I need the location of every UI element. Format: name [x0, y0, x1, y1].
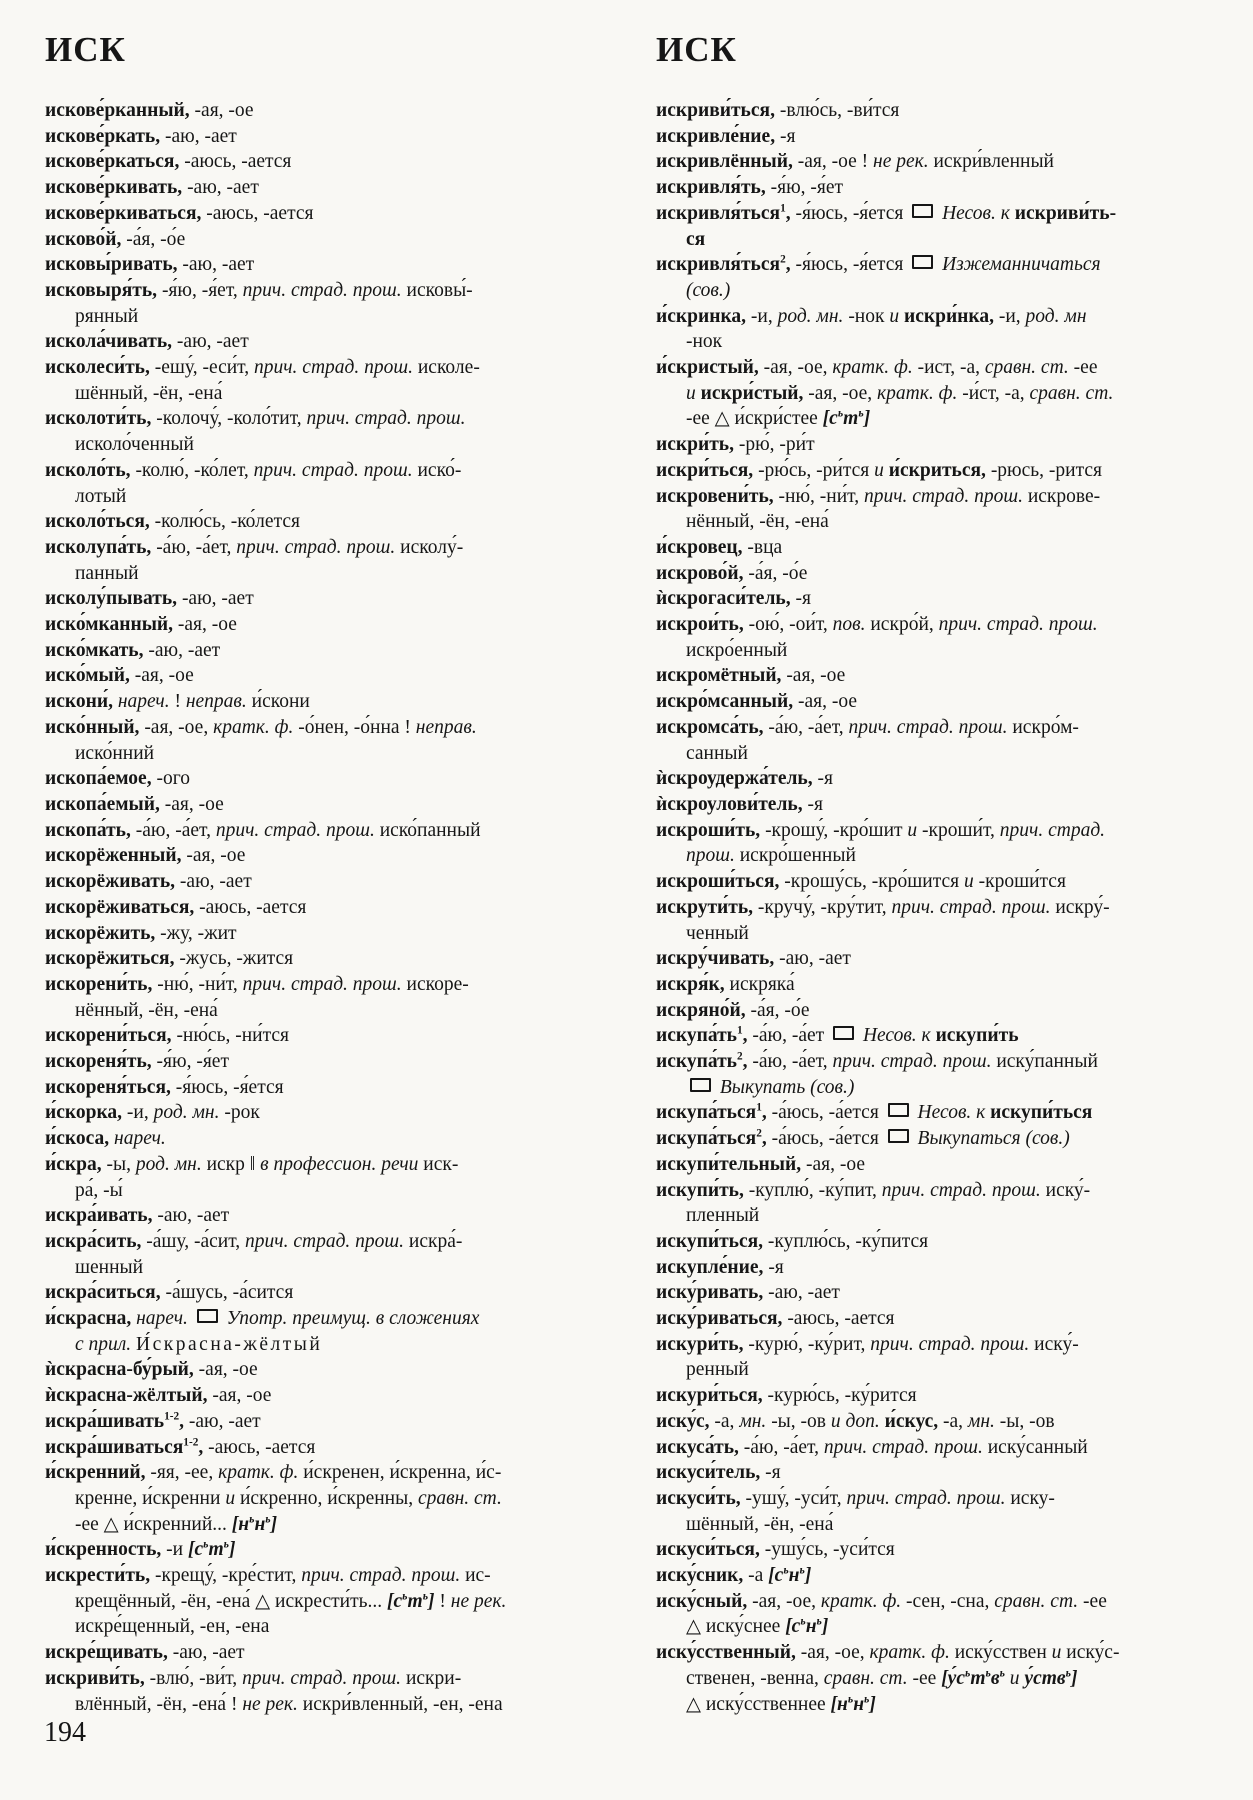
entry-line: искуси́ть, -ушу́, -уси́т, прич. страд. прош. иску- — [656, 1487, 1055, 1509]
dictionary-entry — [45, 1280, 590, 1306]
entry-line: искроши́ться, -крошу́сь, -кро́шится и -кроши́тся — [656, 871, 1066, 893]
entry-line: искони́, нареч. ! неправ. и́скони — [45, 691, 310, 713]
dictionary-entry — [45, 355, 590, 406]
entry-line: и́скристый, -ая, -ое, кратк. ф. -ист, -а, сравн. ст. -ее — [656, 357, 1098, 379]
dictionary-entry — [45, 1152, 590, 1203]
entry-line: искромётный, -ая, -ое — [656, 665, 846, 687]
dictionary-entry — [45, 663, 590, 689]
dictionary-entry — [45, 946, 590, 972]
entry-line: с прил. И́скрасна-жёлтый — [75, 1333, 323, 1355]
entry-line: исколеси́ть, -ешу́, -еси́т, прич. страд. прош. исколе- — [45, 357, 480, 379]
dictionary-entry — [45, 329, 590, 355]
column-left — [45, 28, 590, 1717]
guide-word-right: ИСК — [656, 30, 737, 69]
dictionary-entry — [656, 1486, 1216, 1537]
dictionary-entry — [45, 1563, 590, 1640]
dictionary-entry — [45, 1666, 590, 1717]
entry-line: и́скринка, -и, род. мн. -нок и искри́нка, -и, род. мн — [656, 305, 1087, 327]
entry-line: лотый — [75, 485, 127, 507]
dictionary-entry — [45, 227, 590, 253]
entry-line: искорёжить, -жу, -жит — [45, 922, 237, 944]
dictionary-entry — [656, 612, 1216, 663]
entry-line: кренне, и́скренни и и́скренно, и́скренны, сравн. ст. — [75, 1487, 502, 1509]
entry-line: санный — [686, 742, 748, 764]
entry-line: ископа́емое, -ого — [45, 768, 190, 790]
see-box-icon — [912, 204, 933, 218]
entries-right — [656, 98, 1216, 1717]
entry-line: искупи́тельный, -ая, -ое — [656, 1153, 866, 1175]
entry-line: и искри́стый, -ая, -ое, кратк. ф. -и́ст, -а, сравн. ст. — [686, 382, 1114, 404]
entry-line: искорёженный, -ая, -ое — [45, 845, 246, 867]
entry-line: искриви́ться, -влю́сь, -ви́тся — [656, 100, 900, 121]
entry-line: шённый, -ён, -ена́ — [686, 1513, 834, 1535]
entries-left — [45, 98, 590, 1717]
dictionary-entry — [656, 1460, 1216, 1486]
entry-line: -нок — [686, 331, 723, 353]
entry-line: искромса́ть, -а́ю, -а́ет, прич. страд. прош. искро́м- — [656, 716, 1079, 738]
entry-line: искури́ться, -курю́сь, -ку́рится — [656, 1385, 917, 1407]
dictionary-entry — [45, 278, 590, 329]
entry-line: ѝскрасна-бу́рый, -ая, -ое — [45, 1359, 258, 1381]
entry-line: иско́мкать, -аю, -ает — [45, 639, 221, 661]
dictionary-entry — [45, 792, 590, 818]
dictionary-entry — [45, 458, 590, 509]
dictionary-entry — [45, 509, 590, 535]
entry-line: искорёжиться, -жусь, -жится — [45, 948, 294, 970]
entry-line: Выкупать (сов.) — [686, 1075, 1216, 1101]
dictionary-entry — [45, 1023, 590, 1049]
dictionary-entry — [45, 1383, 590, 1409]
dictionary-entry — [45, 252, 590, 278]
dictionary-entry — [656, 663, 1216, 689]
entry-line: искривля́ться$^1$, -я́юсь, -я́ется Несов. к искриви́ть- — [656, 202, 1117, 224]
dictionary-entry — [656, 1435, 1216, 1461]
see-box-icon — [690, 1078, 711, 1092]
dictionary-entry — [45, 1640, 590, 1666]
see-box-icon — [833, 1026, 854, 1040]
entry-line: искове́рканный, -ая, -ое — [45, 100, 254, 121]
dictionary-entry — [45, 843, 590, 869]
dictionary-entry — [45, 175, 590, 201]
entry-line: искове́ркивать, -аю, -ает — [45, 177, 259, 199]
dictionary-entry — [656, 1152, 1216, 1178]
dictionary-entry — [656, 535, 1216, 561]
entry-line: искра́ивать, -аю, -ает — [45, 1205, 230, 1227]
entry-line: ченный — [686, 922, 749, 944]
entry-line: и́скоса, нареч. — [45, 1128, 166, 1150]
entry-line: искре́щивать, -аю, -ает — [45, 1642, 245, 1664]
entry-line: искуси́ться, -ушу́сь, -уси́тся — [656, 1539, 895, 1561]
entry-line: ископа́емый, -ая, -ое — [45, 793, 224, 815]
dictionary-entry — [45, 535, 590, 586]
entry-line: искореня́ться, -я́юсь, -я́ется — [45, 1076, 284, 1098]
entry-line: искореня́ть, -я́ю, -я́ет — [45, 1051, 229, 1073]
page-number: 194 — [44, 1717, 86, 1748]
dictionary-entry — [45, 1229, 590, 1280]
dictionary-entry — [656, 766, 1216, 792]
dictionary-entry — [656, 1589, 1216, 1640]
entry-line: искупи́ть, -куплю́, -ку́пит, прич. страд. прош. иску́- — [656, 1179, 1091, 1201]
entry-line: искривлённый, -ая, -ое ! не рек. искри́вленный — [656, 151, 1054, 173]
dictionary-entry — [656, 946, 1216, 972]
entry-line: и́скровец, -вца — [656, 536, 783, 558]
dictionary-entry — [656, 1409, 1216, 1435]
entry-line: искури́ть, -курю́, -ку́рит, прич. страд. прош. иску́- — [656, 1333, 1079, 1355]
entry-line: искривля́ться$^2$, -я́юсь, -я́ется Изжеманничаться — [656, 253, 1101, 276]
entry-line: искорёживать, -аю, -ает — [45, 871, 252, 893]
entry-line: искупа́ться$^2$, -а́юсь, -а́ется Выкупаться (сов.) — [656, 1127, 1070, 1150]
dictionary-entry — [656, 972, 1216, 998]
entry-line: пленный — [686, 1205, 760, 1227]
entry-line: исково́й, -а́я, -о́е — [45, 228, 186, 250]
dictionary-entry — [656, 355, 1216, 432]
entry-line: ра́, -ы́ — [75, 1179, 123, 1201]
dictionary-entry — [656, 561, 1216, 587]
entry-line: исколо́ченный — [75, 434, 194, 456]
entry-line: нённый, -ён, -ена́ — [686, 511, 829, 533]
entry-line: искра́сить, -а́шу, -а́сит, прич. страд. прош. искра́- — [45, 1230, 463, 1252]
entry-line: искриви́ть, -влю́, -ви́т, прич. страд. прош. искри- — [45, 1667, 462, 1689]
dictionary-entry — [45, 98, 590, 124]
entry-line: искре́щенный, -ен, -ена — [75, 1616, 270, 1638]
entry-line: искря́к, искряка́ — [656, 973, 795, 995]
entry-line: △ иску́снее $[с^ьн^ь]$ — [686, 1614, 829, 1638]
entry-line: иско́мканный, -ая, -ое — [45, 614, 237, 636]
see-box-icon — [888, 1129, 909, 1143]
entry-line: искривле́ние, -я — [656, 125, 796, 147]
guide-word-left: ИСК — [45, 30, 126, 69]
dictionary-entry — [656, 201, 1216, 252]
dictionary-entry — [656, 998, 1216, 1024]
dictionary-entry — [656, 149, 1216, 175]
entry-line: рянный — [75, 305, 139, 327]
dictionary-entry — [656, 1280, 1216, 1306]
dictionary-entry — [656, 586, 1216, 612]
entry-line: искове́ркаться, -аюсь, -ается — [45, 151, 292, 173]
dictionary-entry — [45, 1100, 590, 1126]
entry-line: искра́шивать$^{1-2}$, -аю, -ает — [45, 1410, 261, 1432]
dictionary-entry — [45, 1203, 590, 1229]
dictionary-entry — [45, 406, 590, 457]
entry-line: прош. искро́шенный — [686, 845, 856, 867]
entry-line: и́скрасна, нареч. Употр. преимущ. в сложениях — [45, 1308, 480, 1330]
entry-line: -ее △ и́скри́стее $[с^ьт^ь]$ — [686, 406, 871, 430]
entry-line: исколу́пывать, -аю, -ает — [45, 588, 254, 610]
entry-line: искро́енный — [686, 639, 788, 661]
entry-line: искрути́ть, -кручу́, -кру́тит, прич. страд. прош. искру́- — [656, 896, 1110, 918]
entry-line: ѝскроулови́тель, -я — [656, 793, 823, 815]
entry-line: искру́чивать, -аю, -ает — [656, 948, 851, 970]
entry-line: иско́мый, -ая, -ое — [45, 665, 194, 687]
dictionary-entry — [656, 1332, 1216, 1383]
dictionary-entry — [45, 612, 590, 638]
dictionary-entry — [656, 484, 1216, 535]
entry-line: ископа́ть, -а́ю, -а́ет, прич. страд. прош. иско́панный — [45, 819, 481, 841]
dictionary-entry — [656, 715, 1216, 766]
entry-line: и́скра, -ы, род. мн. искр ‖ в профессион. речи иск- — [45, 1153, 459, 1175]
entry-line: иску́сный, -ая, -ое, кратк. ф. -сен, -сна, сравн. ст. -ее — [656, 1590, 1107, 1612]
entry-line: искра́ситься, -а́шусь, -а́сится — [45, 1282, 294, 1304]
entry-line: иско́нний — [75, 742, 155, 764]
dictionary-entry — [45, 818, 590, 844]
dictionary-entry — [45, 1460, 590, 1537]
dictionary-entry — [656, 1563, 1216, 1589]
entry-line: искра́шиваться$^{1-2}$, -аюсь, -ается — [45, 1436, 316, 1458]
dictionary-entry — [45, 201, 590, 227]
dictionary-entry — [656, 1229, 1216, 1255]
dictionary-entry — [656, 458, 1216, 484]
entry-line: искове́ркиваться, -аюсь, -ается — [45, 202, 314, 224]
dictionary-entry — [656, 1255, 1216, 1281]
entry-line: -ее △ и́скренний... $[н^ьн^ь]$ — [75, 1512, 278, 1535]
entry-line: шенный — [75, 1256, 144, 1278]
entry-line: ственен, -венна, сравн. ст. -ее [$у́с^ьт^ьв^ь$ и у́ств$^ь$] — [686, 1666, 1078, 1689]
dictionary-entry — [656, 1023, 1216, 1049]
dictionary-entry — [45, 638, 590, 664]
see-box-icon — [197, 1309, 218, 1323]
entry-line: влённый, -ён, -ена́ ! не рек. искри́вленный, -ен, -ена — [75, 1693, 503, 1715]
entry-line: $искупа́ть^1$, -а́ю, -а́ет Несов. к искупи́ть — [656, 1024, 1019, 1047]
entry-line: ѝскроудержа́тель, -я — [656, 768, 833, 790]
entry-line: искове́ркать, -аю, -ает — [45, 125, 237, 147]
entry-line: искри́ть, -рю́, -ри́т — [656, 434, 815, 456]
entry-line: иску́риваться, -аюсь, -ается — [656, 1308, 895, 1330]
dictionary-entry — [45, 1537, 590, 1563]
entry-line: исколупа́ть, -а́ю, -а́ет, прич. страд. прош. исколу́- — [45, 536, 464, 558]
dictionary-entry — [45, 1435, 590, 1461]
dictionary-entry — [45, 1049, 590, 1075]
entry-line: иску́сник, -а $[с^ьн^ь]$ — [656, 1563, 812, 1587]
dictionary-entry — [45, 869, 590, 895]
dictionary-entry — [45, 586, 590, 612]
dictionary-entry — [656, 1383, 1216, 1409]
dictionary-entry — [45, 149, 590, 175]
dictionary-entry — [656, 1640, 1216, 1717]
dictionary-entry — [656, 818, 1216, 869]
entry-line: искуса́ть, -а́ю, -а́ет, прич. страд. прош. иску́санный — [656, 1436, 1088, 1458]
entry-line: ренный — [686, 1359, 749, 1381]
entry-line: (сов.) — [686, 279, 731, 301]
dictionary-entry — [656, 1178, 1216, 1229]
entry-line: искривля́ть, -я́ю, -я́ет — [656, 177, 844, 199]
entry-line: иско́нный, -ая, -ое, кратк. ф. -о́нен, -о́нна ! неправ. — [45, 716, 477, 738]
entry-line: панный — [75, 562, 139, 584]
entry-line: $искупа́ть^2$, -а́ю, -а́ет, прич. страд. прош. иску́панный — [656, 1050, 1098, 1073]
entry-line: искроши́ть, -крошу́, -кро́шит и -кроши́т, прич. страд. — [656, 819, 1106, 841]
entry-line: иску́сственный, -ая, -ое, кратк. ф. иску́сствен и иску́с- — [656, 1642, 1120, 1664]
entry-line: крещённый, -ён, -ена́ △ искрести́ть... $[с^ьт^ь]$ ! не рек. — [75, 1589, 507, 1612]
entry-line: исковыря́ть, -я́ю, -я́ет, прич. страд. прош. исковы́- — [45, 279, 473, 301]
entry-line: иску́ривать, -аю, -ает — [656, 1282, 840, 1304]
dictionary-entry — [656, 1049, 1216, 1100]
dictionary-entry — [656, 304, 1216, 355]
dictionary-entry — [656, 252, 1216, 303]
dictionary-entry — [656, 689, 1216, 715]
entry-line: искупи́ться, -куплю́сь, -ку́пится — [656, 1230, 929, 1252]
entry-line: нённый, -ён, -ена́ — [75, 999, 218, 1021]
see-box-icon — [888, 1103, 909, 1117]
entry-line: исколоти́ть, -колочу́, -коло́тит, прич. страд. прош. — [45, 408, 466, 430]
entry-line: искорени́ть, -ню́, -ни́т, прич. страд. прош. искоре- — [45, 973, 469, 995]
dictionary-entry — [45, 1306, 590, 1357]
dictionary-entry — [656, 869, 1216, 895]
dictionary-entry — [45, 1357, 590, 1383]
dictionary-entry — [656, 1126, 1216, 1152]
dictionary-entry — [45, 124, 590, 150]
entry-line: искри́ться, -рю́сь, -ри́тся и и́скриться, -рюсь, -рится — [656, 459, 1102, 481]
dictionary-entry — [656, 895, 1216, 946]
see-box-icon — [912, 255, 933, 269]
entry-line: ѝскрасна-жёлтый, -ая, -ое — [45, 1385, 272, 1407]
dictionary-entry — [45, 715, 590, 766]
dictionary-entry — [656, 98, 1216, 124]
dictionary-entry — [656, 792, 1216, 818]
dictionary-entry — [45, 689, 590, 715]
dictionary-entry — [656, 124, 1216, 150]
entry-line: искуси́тель, -я — [656, 1462, 781, 1484]
entry-line: △ иску́сственнее $[н^ьн^ь]$ — [686, 1692, 876, 1715]
entry-line: шённый, -ён, -ена́ — [75, 382, 223, 404]
dictionary-entry — [45, 1075, 590, 1101]
entry-line: искрово́й, -а́я, -о́е — [656, 562, 808, 584]
entry-line: искрести́ть, -крещу́, -кре́стит, прич. страд. прош. ис- — [45, 1565, 491, 1587]
entry-line: исколо́ться, -колю́сь, -ко́лется — [45, 511, 300, 533]
entry-line: исковы́ривать, -аю, -ает — [45, 254, 255, 276]
column-right — [656, 28, 1216, 1717]
dictionary-entry — [656, 175, 1216, 201]
entry-line: и́скренний, -яя, -ее, кратк. ф. и́скренен, и́скренна, и́с- — [45, 1462, 502, 1484]
dictionary-entry — [45, 972, 590, 1023]
entry-line: иску́с, -а, мн. -ы, -ов и доп. и́скус, -а, мн. -ы, -ов — [656, 1410, 1055, 1432]
entry-line: ся — [686, 228, 706, 250]
entry-line: искола́чивать, -аю, -ает — [45, 331, 249, 353]
dictionary-entry — [45, 895, 590, 921]
entry-line: искупле́ние, -я — [656, 1256, 784, 1278]
entry-line: и́скорка, -и, род. мн. -рок — [45, 1102, 260, 1124]
entry-line: исколо́ть, -колю́, -ко́лет, прич. страд. прош. иско́- — [45, 459, 462, 481]
entry-line: искорёживаться, -аюсь, -ается — [45, 896, 307, 918]
dictionary-entry — [45, 766, 590, 792]
dictionary-entry — [656, 1537, 1216, 1563]
dictionary-entry — [45, 1409, 590, 1435]
dictionary-entry — [656, 1306, 1216, 1332]
dictionary-entry — [656, 1100, 1216, 1126]
entry-line: ѝскрогаси́тель, -я — [656, 588, 811, 610]
entry-line: искрои́ть, -ою́, -ои́т, пов. искро́й, прич. страд. прош. — [656, 614, 1098, 636]
dictionary-entry — [45, 921, 590, 947]
entry-line: искро́мсанный, -ая, -ое — [656, 691, 857, 713]
entry-line: искупа́ться$^1$, -а́юсь, -а́ется Несов. к искупи́ться — [656, 1101, 1093, 1124]
dictionary-entry — [45, 1126, 590, 1152]
dictionary-entry — [656, 432, 1216, 458]
entry-line: искровени́ть, -ню́, -ни́т, прич. страд. прош. искрове- — [656, 485, 1101, 507]
entry-line: искряно́й, -а́я, -о́е — [656, 999, 810, 1021]
entry-line: и́скренность, -и $[с^ьт^ь]$ — [45, 1537, 236, 1561]
entry-line: искорени́ться, -ню́сь, -ни́тся — [45, 1025, 289, 1047]
